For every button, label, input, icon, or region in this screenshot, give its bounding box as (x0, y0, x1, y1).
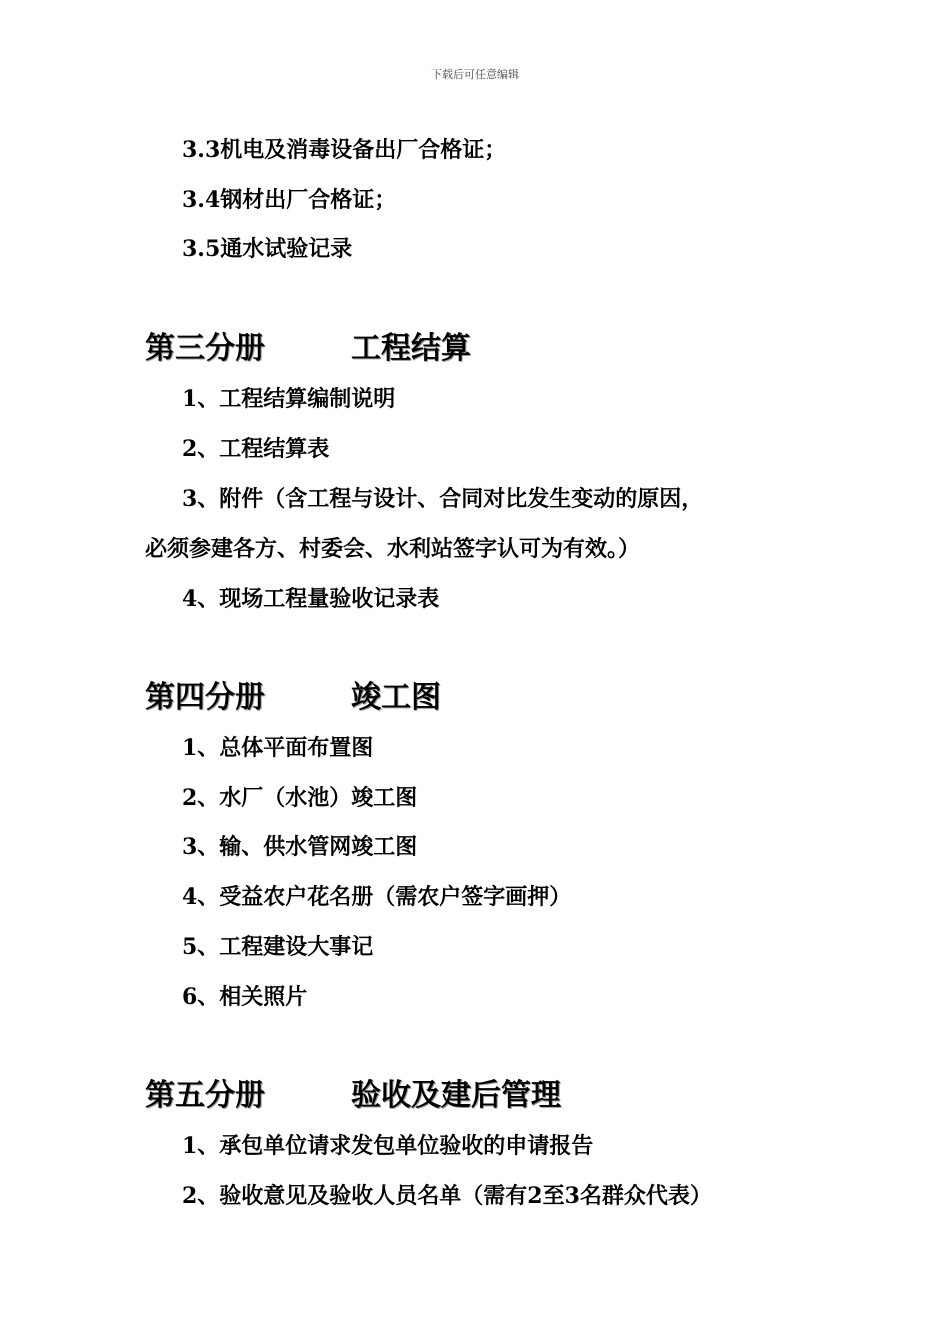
list-item: 4、现场工程量验收记录表 (182, 586, 440, 612)
header-note: 下载后可任意编辑 (431, 68, 519, 81)
section-heading-4 (145, 679, 441, 717)
section-label: 第四分册 (145, 680, 265, 715)
section-title: 验收及建后管理 (351, 1078, 561, 1113)
list-item: 1、承包单位请求发包单位验收的申请报告 (182, 1133, 594, 1159)
list-item: 3、附件（含工程与设计、合同对比发生变动的原因， (182, 486, 704, 512)
list-item: 3.3机电及消毒设备出厂合格证； (182, 137, 507, 163)
section-title: 工程结算 (351, 331, 471, 366)
list-item: 3.4钢材出厂合格证； (182, 187, 397, 213)
list-item-continuation: 必须参建各方、村委会、水利站签字认可为有效。） (145, 536, 641, 562)
section-heading-3 (145, 330, 471, 368)
section-label: 第五分册 (145, 1078, 265, 1113)
list-item: 1、工程结算编制说明 (182, 386, 396, 412)
list-item: 1、总体平面布置图 (182, 735, 374, 761)
section-heading-5 (145, 1077, 561, 1115)
list-item: 2、工程结算表 (182, 436, 330, 462)
list-item: 5、工程建设大事记 (182, 934, 374, 960)
list-item: 3、输、供水管网竣工图 (182, 834, 418, 860)
section-label: 第三分册 (145, 331, 265, 366)
section-title: 竣工图 (351, 680, 441, 715)
list-item: 3.5通水试验记录 (182, 236, 353, 262)
list-item: 4、受益农户花名册（需农户签字画押） (182, 884, 572, 910)
list-item: 2、水厂（水池）竣工图 (182, 785, 418, 811)
list-item: 2、验收意见及验收人员名单（需有2至3名群众代表） (182, 1183, 712, 1209)
list-item: 6、相关照片 (182, 984, 308, 1010)
